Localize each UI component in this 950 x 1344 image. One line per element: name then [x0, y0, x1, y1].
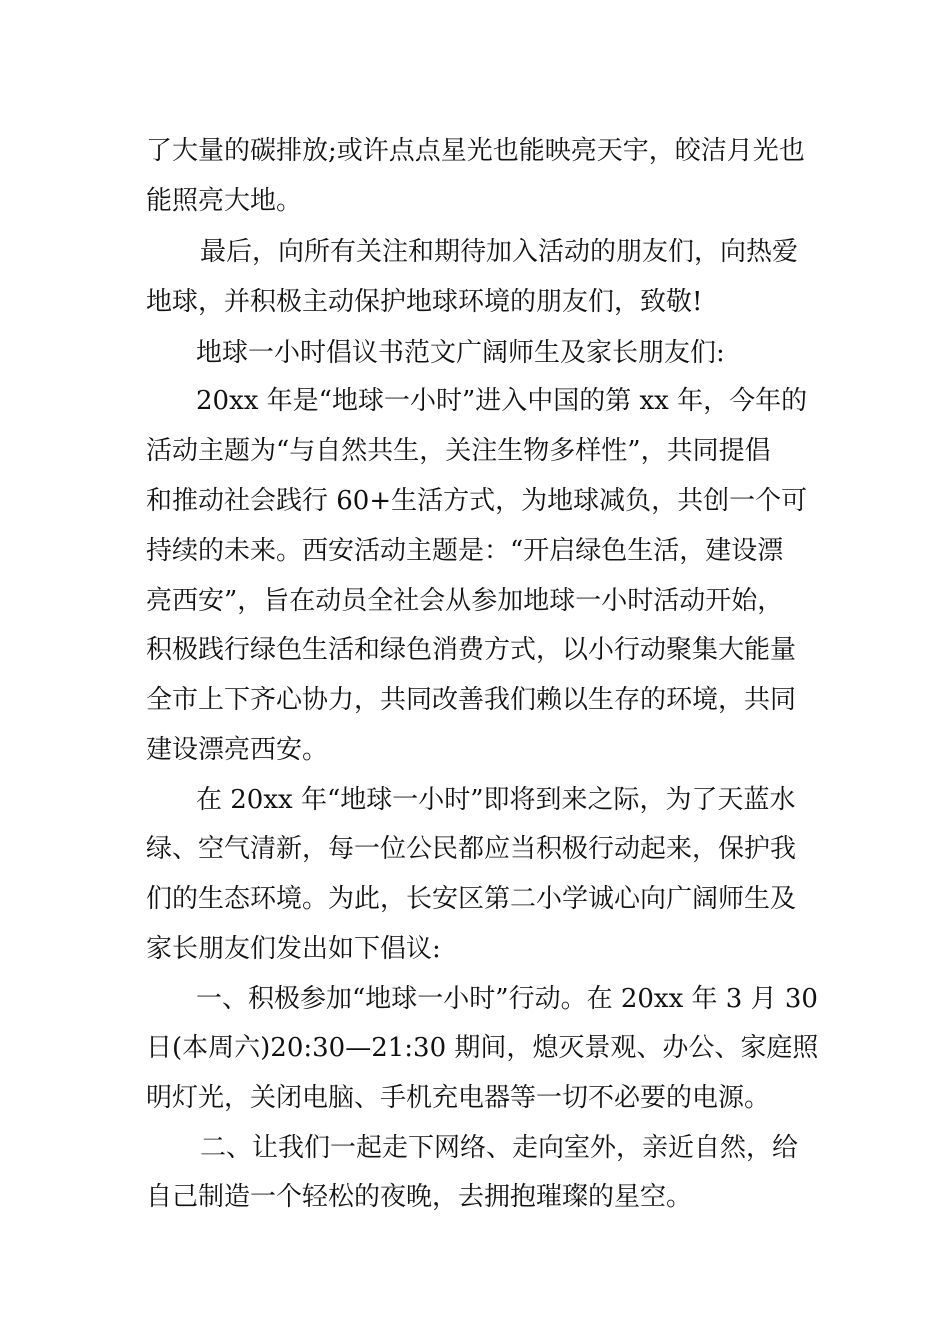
- text-line: 最后，向所有关注和期待加入活动的朋友们，向热爱: [200, 237, 799, 267]
- text-line: 积极践行绿色生活和绿色消费方式，以小行动聚集大能量: [146, 635, 797, 665]
- text-line: 了大量的碳排放;或许点点星光也能映亮天宇，皎洁月光也: [146, 136, 805, 166]
- text-line: 日(本周六)20:30—21:30 期间，熄灭景观、办公、家庭照: [146, 1033, 819, 1063]
- text-line: 能照亮大地。: [146, 186, 303, 216]
- text-line: 和推动社会践行 60+生活方式，为地球减负，共创一个可: [146, 486, 808, 516]
- text-line: 建设漂亮西安。: [146, 735, 329, 765]
- text-line: 绿、空气清新，每一位公民都应当积极行动起来，保护我: [146, 834, 797, 864]
- text-line: 持续的未来。西安活动主题是：“开启绿色生活，建设漂: [146, 536, 784, 566]
- text-line: 地球，并积极主动保护地球环境的朋友们，致敬!: [146, 287, 703, 317]
- text-line: 地球一小时倡议书范文广阔师生及家长朋友们:: [196, 338, 725, 368]
- text-line: 活动主题为“与自然共生，关注生物多样性”，共同提倡: [146, 436, 771, 466]
- text-line: 在 20xx 年“地球一小时”即将到来之际，为了天蓝水: [196, 785, 796, 815]
- text-line: 家长朋友们发出如下倡议:: [146, 934, 441, 964]
- text-line: 自己制造一个轻松的夜晚，去拥抱璀璨的星空。: [146, 1182, 693, 1212]
- text-line: 一、积极参加“地球一小时”行动。在 20xx 年 3 月 30: [196, 984, 818, 1014]
- text-line: 亮西安”，旨在动员全社会从参加地球一小时活动开始，: [146, 586, 784, 616]
- text-line: 明灯光，关闭电脑、手机充电器等一切不必要的电源。: [146, 1083, 771, 1113]
- text-line: 20xx 年是“地球一小时”进入中国的第 xx 年，今年的: [196, 386, 808, 416]
- text-line: 二、让我们一起走下网络、走向室外，亲近自然，给: [200, 1133, 799, 1163]
- text-line: 全市上下齐心协力，共同改善我们赖以生存的环境，共同: [146, 685, 797, 715]
- text-line: 们的生态环境。为此，长安区第二小学诚心向广阔师生及: [146, 884, 797, 914]
